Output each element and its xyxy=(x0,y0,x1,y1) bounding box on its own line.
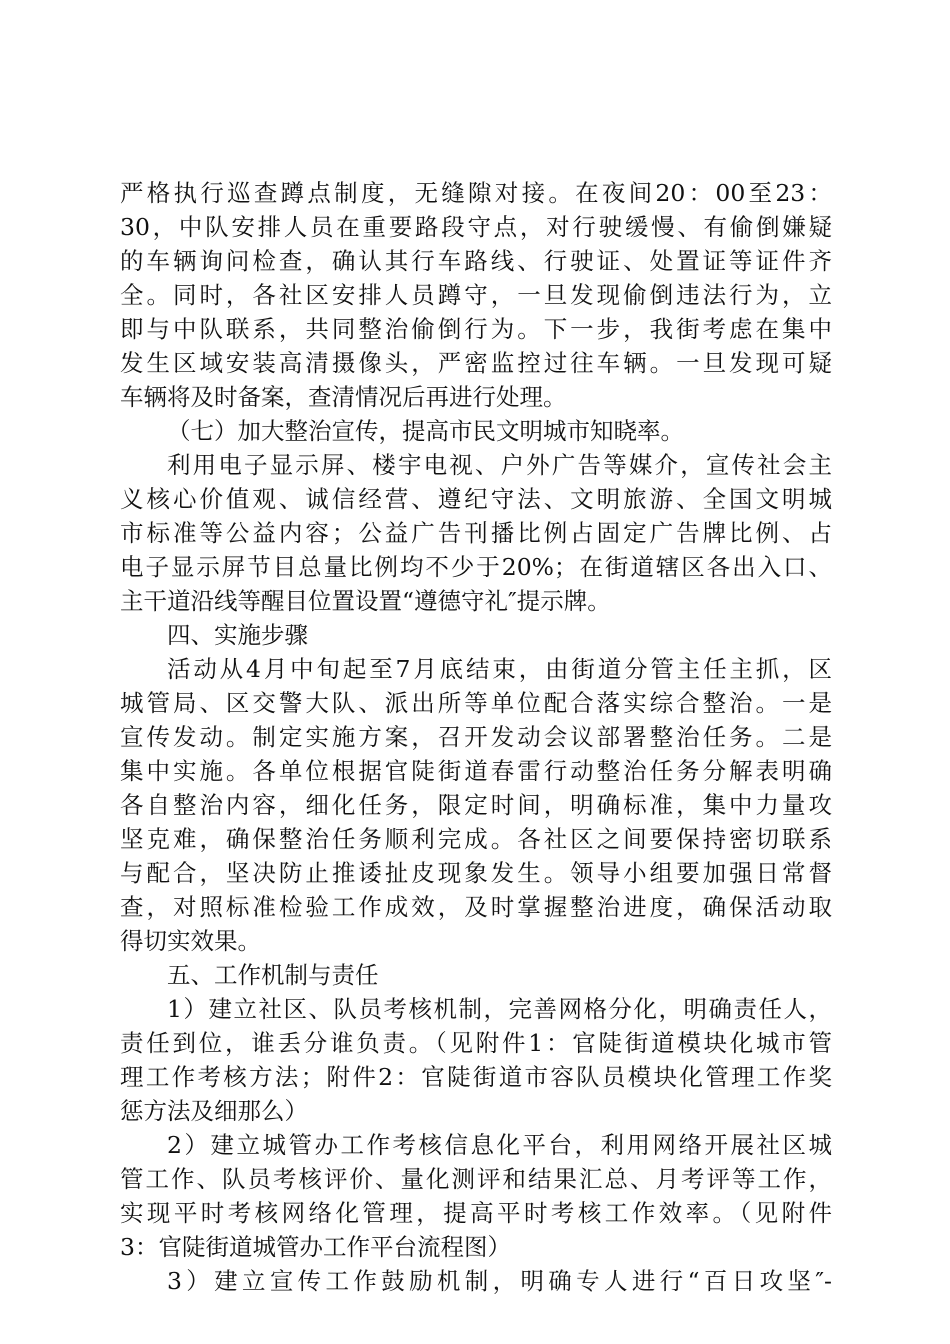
text-line: 管工作、队员考核评价、量化测评和结果汇总、月考评等工作， xyxy=(120,1165,832,1193)
text-line: 活动从4月中旬起至7月底结束，由街道分管主任主抓，区 xyxy=(167,655,832,683)
text-line: 坚克难，确保整治任务顺利完成。各社区之间要保持密切联系 xyxy=(120,825,832,853)
section-heading: 五、工作机制与责任 xyxy=(167,961,379,989)
text-line: 1）建立社区、队员考核机制，完善网格分化，明确责任人， xyxy=(167,995,832,1023)
text-line: 理工作考核方法；附件2：官陡街道市容队员模块化管理工作奖 xyxy=(120,1063,832,1091)
text-line: 宣传发动。制定实施方案，召开发动会议部署整治任务。二是 xyxy=(120,723,832,751)
text-line: 2）建立城管办工作考核信息化平台，利用网络开展社区城 xyxy=(167,1131,832,1159)
text-line: 城管局、区交警大队、派出所等单位配合落实综合整治。一是 xyxy=(120,689,832,717)
text-line: 查，对照标准检验工作成效，及时掌握整治进度，确保活动取 xyxy=(120,893,832,921)
text-line: 主干道沿线等醒目位置设置“遵德守礼″提示牌。 xyxy=(120,587,611,615)
text-line: 发生区域安装高清摄像头，严密监控过往车辆。一旦发现可疑 xyxy=(120,349,832,377)
text-line: 3）建立宣传工作鼓励机制，明确专人进行“百日攻坚″- xyxy=(167,1267,832,1295)
text-line: 30，中队安排人员在重要路段守点，对行驶缓慢、有偷倒嫌疑 xyxy=(120,213,832,241)
section-heading: （七）加大整治宣传，提高市民文明城市知晓率。 xyxy=(167,417,684,445)
text-line: 实现平时考核网络化管理，提高平时考核工作效率。（见附件 xyxy=(120,1199,832,1227)
text-line: 车辆将及时备案，查清情况后再进行处理。 xyxy=(120,383,567,411)
text-line: 3：官陡街道城管办工作平台流程图） xyxy=(120,1233,511,1261)
text-line: 与配合，坚决防止推诿扯皮现象发生。领导小组要加强日常督 xyxy=(120,859,832,887)
text-line: 电子显示屏节目总量比例均不少于20%；在街道辖区各出入口、 xyxy=(120,553,832,581)
text-line: 利用电子显示屏、楼宇电视、户外广告等媒介，宣传社会主 xyxy=(167,451,832,479)
section-heading: 四、实施步骤 xyxy=(167,621,308,649)
text-line: 即与中队联系，共同整治偷倒行为。下一步，我街考虑在集中 xyxy=(120,315,832,343)
text-line: 得切实效果。 xyxy=(120,927,261,955)
text-line: 集中实施。各单位根据官陡街道春雷行动整治任务分解表明确 xyxy=(120,757,832,785)
text-line: 各自整治内容，细化任务，限定时间，明确标准，集中力量攻 xyxy=(120,791,832,819)
text-line: 市标准等公益内容；公益广告刊播比例占固定广告牌比例、占 xyxy=(120,519,832,547)
text-line: 责任到位，谁丢分谁负责。（见附件1：官陡街道模块化城市管 xyxy=(120,1029,832,1057)
text-line: 全。同时，各社区安排人员蹲守，一旦发现偷倒违法行为，立 xyxy=(120,281,832,309)
text-line: 严格执行巡查蹲点制度，无缝隙对接。在夜间20：00至23： xyxy=(120,179,832,207)
text-line: 的车辆询问检查，确认其行车路线、行驶证、处置证等证件齐 xyxy=(120,247,832,275)
text-line: 义核心价值观、诚信经营、遵纪守法、文明旅游、全国文明城 xyxy=(120,485,832,513)
text-line: 惩方法及细那么） xyxy=(120,1097,308,1125)
